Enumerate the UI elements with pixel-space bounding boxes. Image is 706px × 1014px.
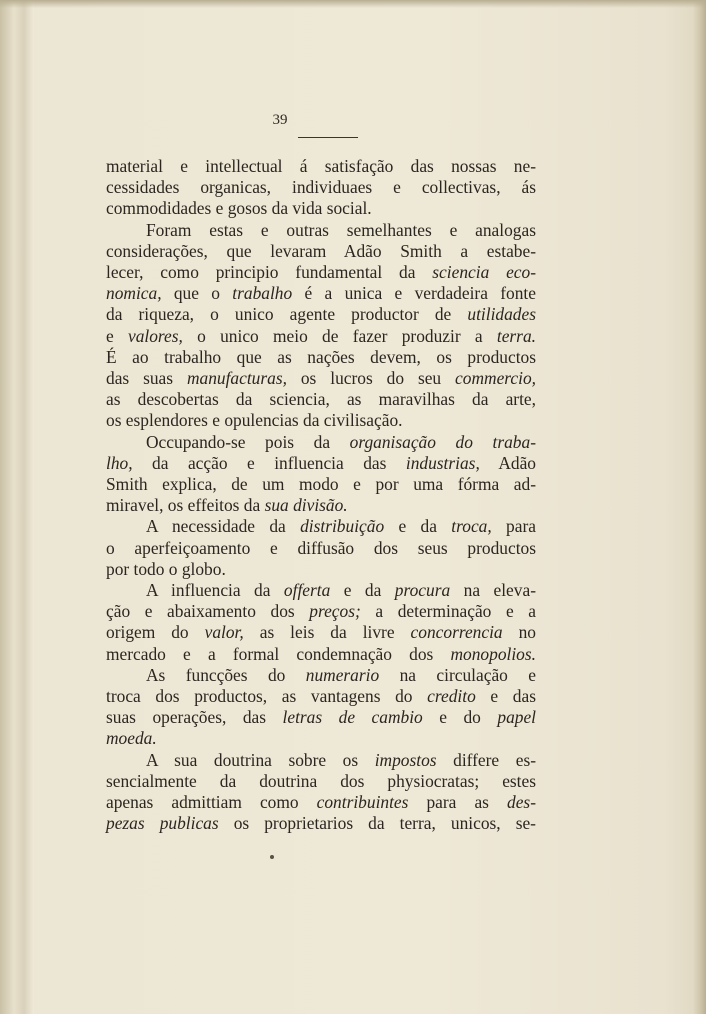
text-line: mercado e a formal condemnação dos monopolios.: [106, 643, 536, 664]
text-line: É ao trabalho que as nações devem, os productos: [106, 346, 536, 367]
text-line: A influencia da offerta e da procura na eleva-: [146, 580, 536, 601]
book-gutter: [0, 0, 34, 1014]
text-line: os esplendores e opulencias da civilisação.: [106, 410, 403, 431]
text-line: o aperfeiçoamento e diffusão dos seus productos: [106, 537, 536, 558]
text-line: troca dos productos, as vantagens do credito e das: [106, 686, 536, 707]
text-line: da riqueza, o unico agente productor de utilidades: [106, 304, 536, 325]
text-line: e valores, o unico meio de fazer produzir a terra.: [106, 325, 536, 346]
ink-speck: [270, 855, 274, 859]
text-line: por todo o globo.: [106, 558, 226, 579]
text-line: lecer, como principio fundamental da sciencia eco-: [106, 262, 536, 283]
top-edge-shadow: [0, 0, 706, 8]
body-text: [106, 156, 536, 835]
text-line: As funcções do numerario na circulação e: [146, 664, 536, 685]
text-line: pezas publicas os proprietarios da terra, unicos, se-: [106, 813, 536, 834]
text-line: A necessidade da distribuição e da troca, para: [146, 516, 536, 537]
text-line: Occupando-se pois da organisação do traba-: [146, 431, 536, 452]
text-line: apenas admittiam como contribuintes para as des-: [106, 792, 536, 813]
text-line: moeda.: [106, 728, 157, 749]
text-line: sencialmente da doutrina dos physiocratas; estes: [106, 770, 536, 791]
text-line: suas operações, das letras de cambio e do papel: [106, 707, 537, 728]
page-edge: [692, 0, 706, 1014]
text-line: commodidades e gosos da vida social.: [106, 198, 372, 219]
page-number: 39: [272, 112, 288, 128]
text-line: Smith explica, de um modo e por uma fórma ad-: [106, 474, 536, 495]
text-line: as descobertas da sciencia, as maravilhas da arte,: [106, 389, 536, 410]
text-line: miravel, os effeitos da sua divisão.: [106, 495, 348, 516]
text-line: lho, da acção e influencia das industrias, Adão: [106, 452, 537, 473]
text-line: A sua doutrina sobre os impostos differe es-: [146, 749, 537, 770]
text-line: ção e abaixamento dos preços; a determinação e a: [106, 601, 536, 622]
text-line: nomica, que o trabalho é a unica e verdadeira fonte: [106, 283, 536, 304]
text-line: Foram estas e outras semelhantes e analogas: [146, 219, 536, 240]
text-line: material e intellectual á satisfação das nossas ne-: [106, 156, 536, 176]
text-line: considerações, que levaram Adão Smith a estabe-: [106, 240, 536, 261]
text-line: cessidades organicas, individuaes e collectivas, ás: [106, 177, 536, 198]
header-rule: [298, 137, 358, 138]
text-line: das suas manufacturas, os lucros do seu commercio,: [106, 368, 536, 389]
text-line: origem do valor, as leis da livre concorrencia no: [106, 622, 536, 643]
